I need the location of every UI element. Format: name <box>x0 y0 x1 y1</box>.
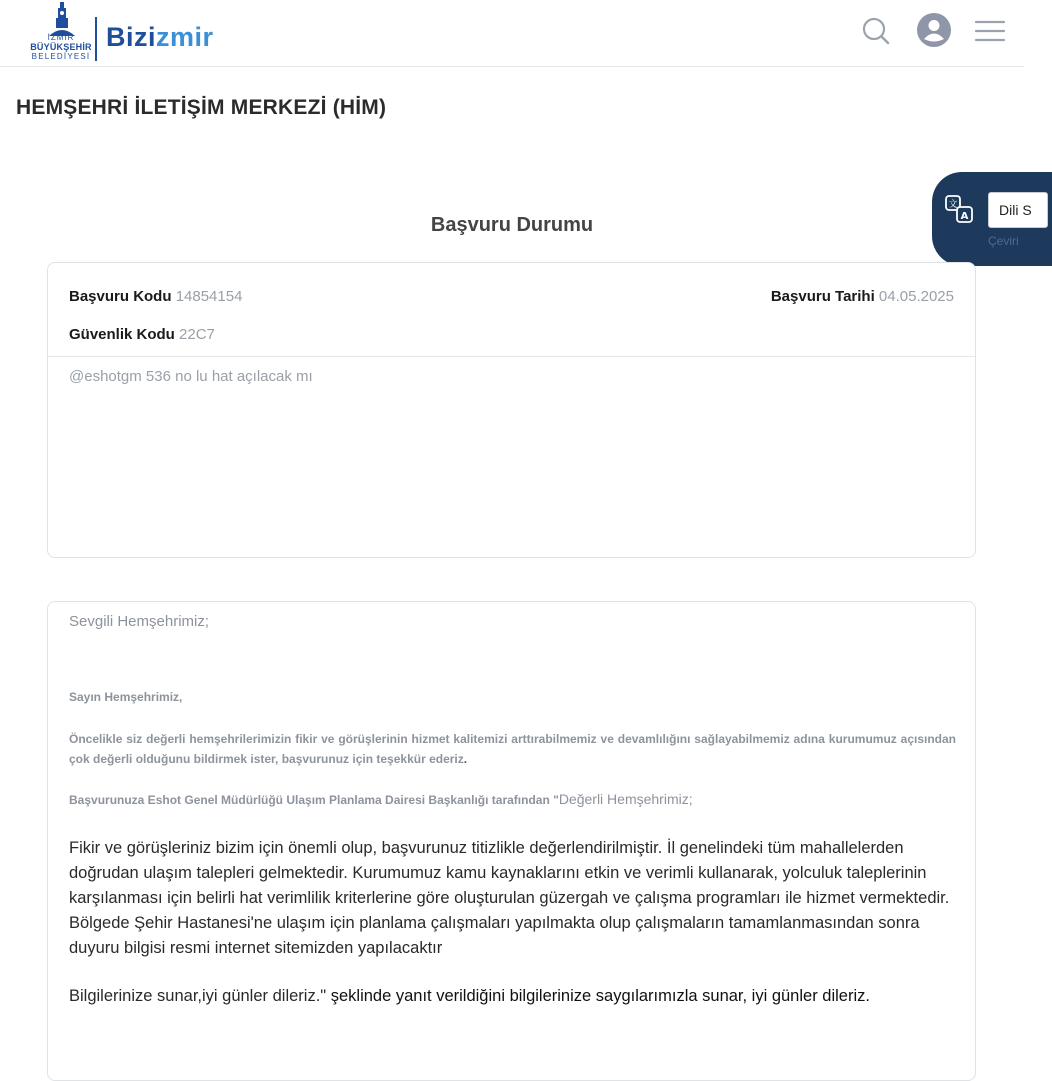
response-greeting: Sevgili Hemşehrimiz; <box>69 613 210 630</box>
top-header <box>0 0 1024 67</box>
card-divider <box>48 356 975 357</box>
response-reply-body: Fikir ve görüşleriniz bizim için önemli olup, başvurunuz titizlikle değerlendirilmiştir. İl genelindeki tüm mahallelerden doğrudan ulaşım talepleri gelmektedir. Kurumumuz kamu kaynaklarını etkin ve verimli kullanarak, yolculuk taleplerinin karşılanması için belirli hat verimlilik kriterlerine göre oluşturulan güzergah ve çalışma programları ile hizmet vermektedir. Bölgede Şehir Hastanesi'ne ulaşım için planlama çalışmaları yapılmakta olup çalışmaların tamamlanmasından sonra duyuru bilgisi resmi internet sitemizden yapılacaktır <box>69 839 950 957</box>
translate-note: Çeviri <box>988 234 1019 248</box>
search-icon[interactable] <box>858 13 894 49</box>
logo-text-buyuksehir: BÜYÜKŞEHİR <box>30 42 92 52</box>
logo-text-izmir: İZMİR <box>47 33 75 42</box>
menu-icon[interactable] <box>972 13 1008 49</box>
logo-text-belediyesi: BELEDİYESİ <box>31 52 91 61</box>
request-text: @eshotgm 536 no lu hat açılacak mı <box>69 368 313 385</box>
application-date-value: 04.05.2025 <box>878 288 954 305</box>
response-card <box>47 601 976 1081</box>
response-routing-suffix: Değerli Hemşehrimiz; <box>558 791 693 807</box>
svg-text:A: A <box>960 211 969 222</box>
logo-divider <box>95 17 97 61</box>
page-title: HEMŞEHRİ İLETİŞİM MERKEZİ (HİM) <box>16 96 387 119</box>
application-code-label: Başvuru Kodu <box>69 288 172 305</box>
user-icon[interactable] <box>916 12 952 48</box>
application-date-label: Başvuru Tarihi <box>770 288 875 305</box>
response-intro-tail: . <box>463 752 468 766</box>
response-closing-quote: Bilgilerinize sunar,iyi günler dileriz." <box>69 987 327 1005</box>
response-salutation: Sayın Hemşehrimiz, <box>69 690 183 704</box>
svg-text:文: 文 <box>948 200 958 210</box>
application-code-value: 14854154 <box>175 288 243 305</box>
brand-text-part2: zmir <box>156 22 214 52</box>
security-code-label: Güvenlik Kodu <box>69 326 175 343</box>
section-title: Başvuru Durumu <box>430 214 594 236</box>
response-routing <box>69 791 956 807</box>
response-closing <box>69 987 956 1006</box>
application-code <box>69 288 242 305</box>
response-routing-prefix: Başvurunuza Eshot Genel Müdürlüğü Ulaşım Planlama Dairesi Başkanlığı tarafından " <box>69 793 559 807</box>
security-code <box>69 326 215 343</box>
application-details-card <box>47 262 976 558</box>
response-intro <box>69 729 956 769</box>
izmir-municipality-logo[interactable] <box>18 0 104 66</box>
language-select[interactable]: Dili S <box>988 192 1048 228</box>
security-code-value: 22C7 <box>179 326 215 343</box>
response-intro-text: Öncelikle siz değerli hemşehrilerimizin fikir ve görüşlerinin hizmet kalitemizi arttırabilmemiz ve devamlılığını sağlayabilmemiz adına kurumumuz açısından çok değerli olduğunu bildirmek ister, başvurunuz için teşekkür ederiz <box>69 732 956 766</box>
response-closing-tail: şeklinde yanıt verildiğini bilgilerinize saygılarımızla sunar, iyi günler dileriz. <box>326 987 870 1005</box>
brand-text-part1: Bizi <box>106 22 157 52</box>
bizizmir-brand[interactable] <box>106 24 214 51</box>
application-date <box>771 288 954 305</box>
